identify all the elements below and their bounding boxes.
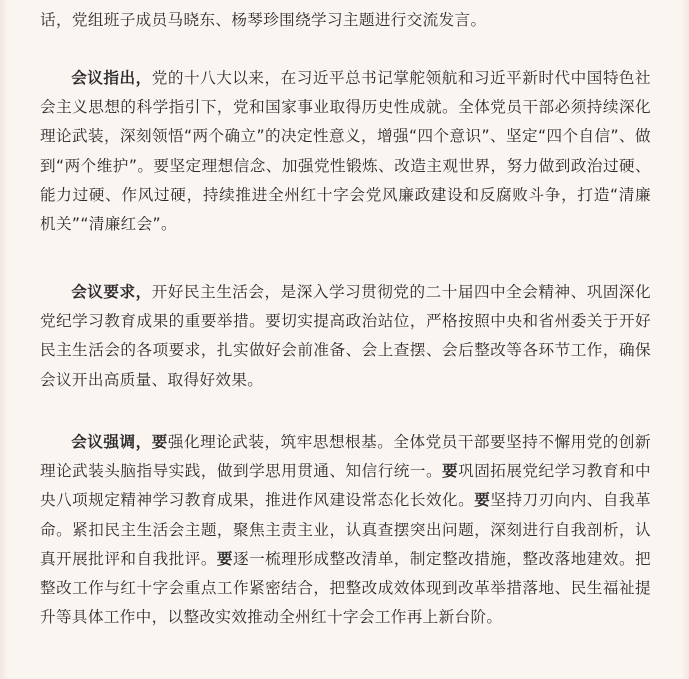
sentence-text: 逐一梳理形成整改清单，制定整改措施，整改落地建效。把整改工作与红十字会重点工作紧密结合，把整改成效体现到改革举措落地、民生福祉提升等具体工作中，以整改实效推动全州红十字会工作再上新台阶。 bbox=[40, 549, 651, 627]
paragraph-meeting-requirements bbox=[40, 278, 651, 395]
left-edge-shade bbox=[0, 0, 8, 679]
emphasis-word: 要 bbox=[442, 462, 459, 481]
paragraph-lead: 会议强调， bbox=[71, 433, 152, 451]
paragraph-text: 开好民主生活会，是深入学习贯彻党的二十届四中全会精神、巩固深化党纪学习教育成果的重要举措。要切实提高政治站位，严格按照中央和省州委关于开好民主生活会的各项要求，扎实做好会前准备、会上查摆、会后整改等各环节工作，确保会议开出高质量、取得好效果。 bbox=[40, 283, 651, 389]
paragraph-text: 党的十八大以来，在习近平总书记掌舵领航和习近平新时代中国特色社会主义思想的科学指引下，党和国家事业取得历史性成就。全体党员干部必须持续深化理论武装，深刻领悟“两个确立”的决定性意义，增强“四个意识”、坚定“四个自信”、做到“两个维护”。要坚定理想信念、加强党性锻炼、改造主观世界，努力做到政治过硬、能力过硬、作风过硬，持续推进全州红十字会党风廉政建设和反腐败斗争，打造“清廉机关”“清廉红会”。 bbox=[40, 69, 651, 234]
paragraph-text: 话，党组班子成员马晓东、杨琴珍围绕学习主题进行交流发言。 bbox=[40, 11, 487, 29]
paragraph-lead: 会议指出， bbox=[71, 69, 152, 87]
emphasis-word: 要 bbox=[151, 433, 168, 451]
paragraph-meeting-emphasis bbox=[40, 428, 651, 632]
sentence-text: 坚持刀刃向内、自我革命。紧扣民主生活会主题，聚焦主责主业，认真查摆突出问题，深刻进行自我剖析，认真开展批评和自我批评。 bbox=[40, 491, 651, 568]
sentence-text: 强化理论武装，筑牢思想根基。全体党员干部要坚持不懈用党的创新理论武装头脑指导实践，做到学思用贯通、知信行统一。 bbox=[40, 433, 651, 481]
emphasis-word: 要 bbox=[216, 549, 233, 568]
emphasis-word: 要 bbox=[474, 491, 491, 510]
paragraph-meeting-pointed-out bbox=[40, 64, 651, 239]
right-edge-shade bbox=[681, 0, 689, 679]
paragraph-intro-continuation bbox=[40, 6, 651, 35]
paragraph-lead: 会议要求， bbox=[71, 283, 152, 301]
sentence-text: 巩固拓展党纪学习教育和中央八项规定精神学习教育成果，推进作风建设常态化长效化。 bbox=[40, 462, 651, 510]
